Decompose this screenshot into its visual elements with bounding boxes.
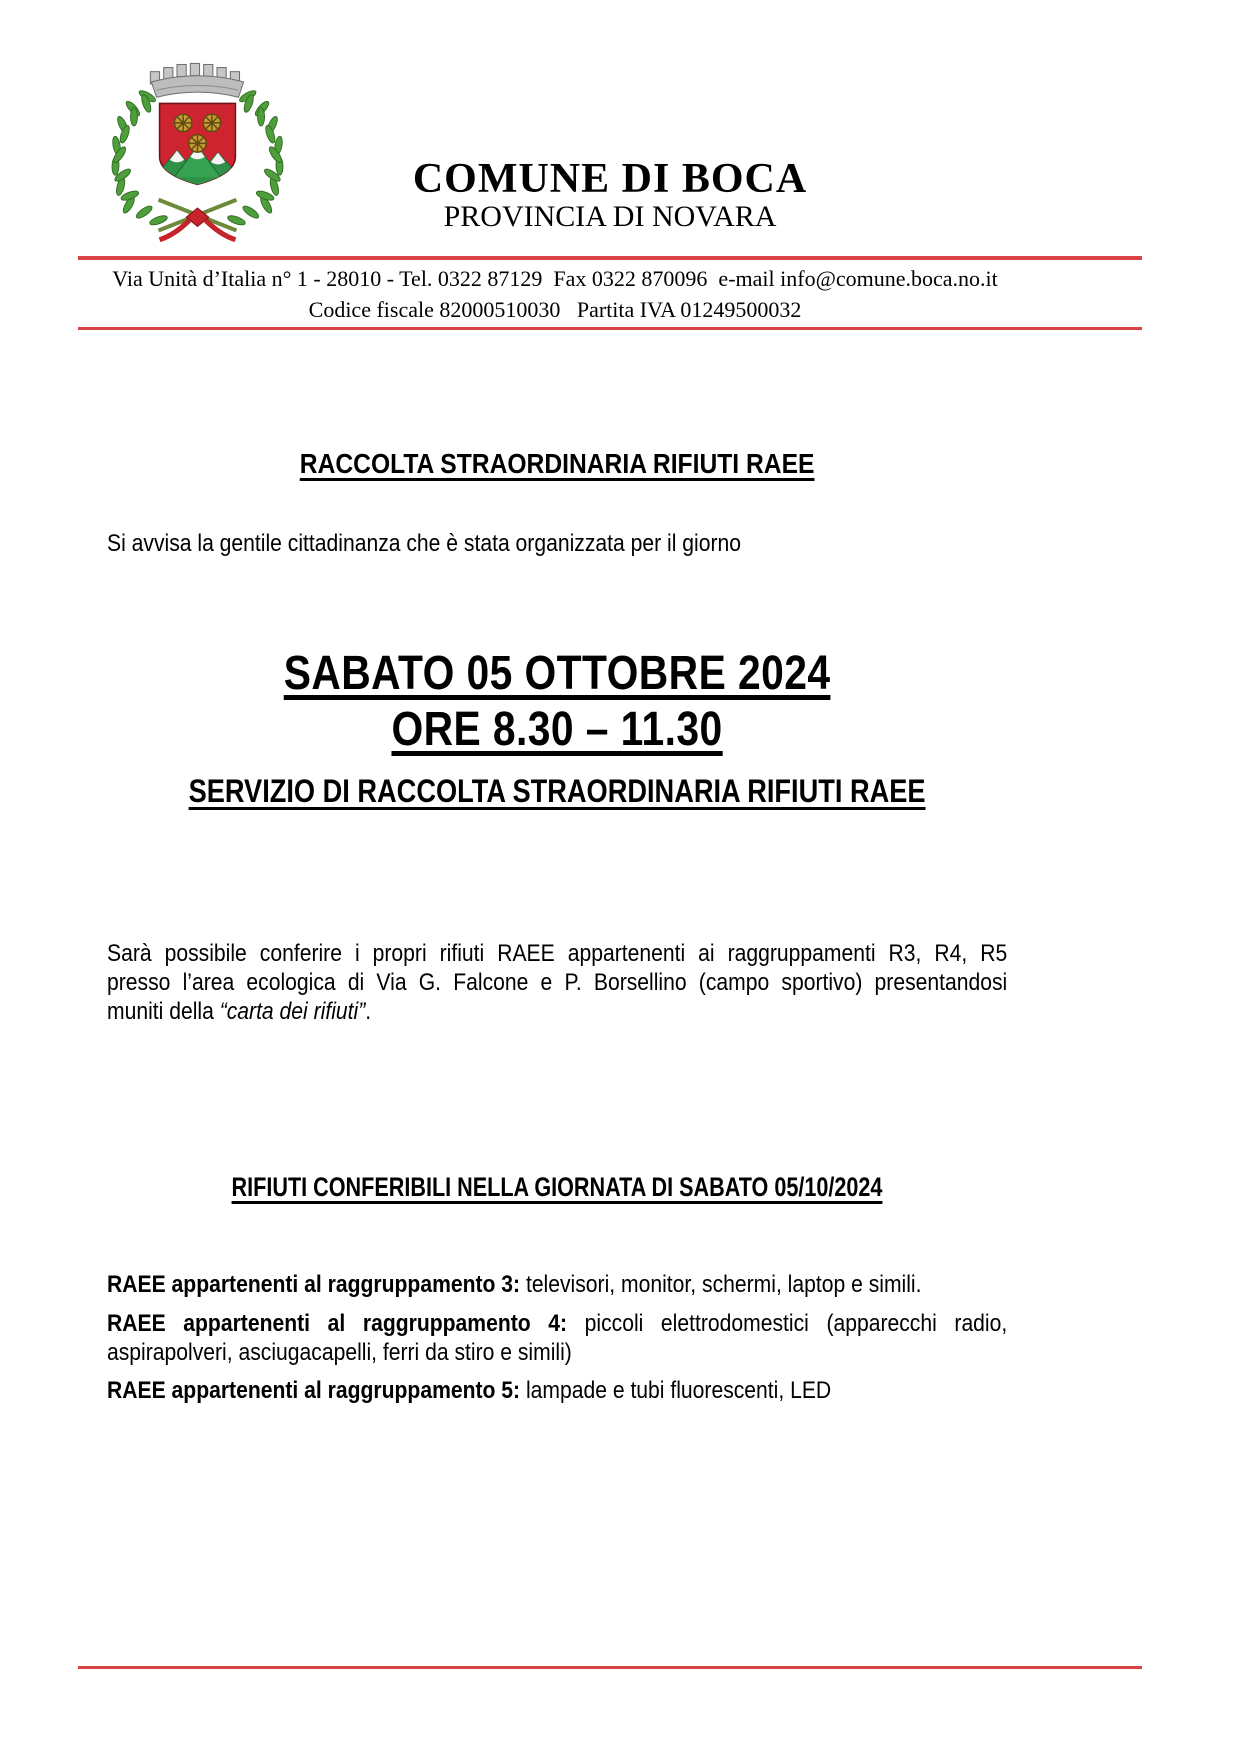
municipality-title: COMUNE DI BOCA bbox=[412, 156, 808, 202]
info-paragraph-line2: presso l’area ecologica di Via G. Falcone e P. Borsellino (campo sportivo) presentandosi bbox=[107, 969, 1008, 996]
main-heading: RACCOLTA STRAORDINARIA RIFIUTI RAEE bbox=[299, 448, 815, 479]
info-paragraph bbox=[107, 939, 1007, 1026]
event-date-wrap bbox=[107, 646, 1007, 758]
waste-item-group4-line1: RAEE appartenenti al raggruppamento 4: piccoli elettrodomestici (apparecchi radio, bbox=[107, 1310, 1008, 1337]
info-paragraph-line1: Sarà possibile conferire i propri rifiuti RAEE appartenenti ai raggruppamenti R3, R4, R5 bbox=[107, 940, 1008, 967]
intro-text: Si avvisa la gentile cittadinanza che è stata organizzata per il giorno bbox=[107, 530, 741, 557]
waste-item-group5 bbox=[107, 1376, 1007, 1405]
waste-section-heading-wrap bbox=[107, 1172, 1007, 1202]
waste-item-group3-text: televisori, monitor, schermi, laptop e simili. bbox=[520, 1271, 922, 1298]
main-heading-wrap bbox=[107, 449, 1007, 479]
waste-item-group5-lead: RAEE appartenenti al raggruppamento 5: bbox=[107, 1377, 521, 1404]
fiscal-code-line: Codice fiscale 82000510030 Partita IVA 01249500032 bbox=[308, 297, 802, 322]
header-divider-bottom bbox=[78, 327, 1142, 330]
waste-item-group4-lead: RAEE appartenenti al raggruppamento 4: bbox=[107, 1310, 568, 1337]
waste-item-group3-lead: RAEE appartenenti al raggruppamento 3: bbox=[107, 1271, 521, 1298]
event-date-line1: SABATO 05 OTTOBRE 2024 bbox=[283, 647, 831, 700]
service-heading-wrap bbox=[107, 773, 1007, 809]
address-line: Via Unità d’Italia n° 1 - 28010 - Tel. 0322 87129 Fax 0322 870096 e-mail info@comune.boca.no.it bbox=[112, 266, 998, 291]
waste-item-group4 bbox=[107, 1309, 1007, 1367]
carta-dei-rifiuti-italic: “carta dei rifiuti” bbox=[219, 998, 366, 1025]
waste-item-group4-line2: aspirapolveri, asciugacapelli, ferri da stiro e simili) bbox=[107, 1339, 572, 1366]
header-divider-top bbox=[78, 256, 1142, 260]
province-subtitle: PROVINCIA DI NOVARA bbox=[443, 200, 777, 233]
waste-section-heading: RIFIUTI CONFERIBILI NELLA GIORNATA DI SABATO 05/10/2024 bbox=[231, 1172, 883, 1202]
waste-item-group3 bbox=[107, 1270, 1007, 1299]
footer-divider bbox=[78, 1666, 1142, 1669]
info-paragraph-line3: muniti della “carta dei rifiuti”. bbox=[107, 998, 372, 1025]
service-heading: SERVIZIO DI RACCOLTA STRAORDINARIA RIFIUTI RAEE bbox=[188, 773, 926, 809]
waste-item-group5-text: lampade e tubi fluorescenti, LED bbox=[520, 1377, 832, 1404]
intro-wrap bbox=[107, 530, 1007, 558]
event-date-line2: ORE 8.30 – 11.30 bbox=[391, 703, 723, 756]
